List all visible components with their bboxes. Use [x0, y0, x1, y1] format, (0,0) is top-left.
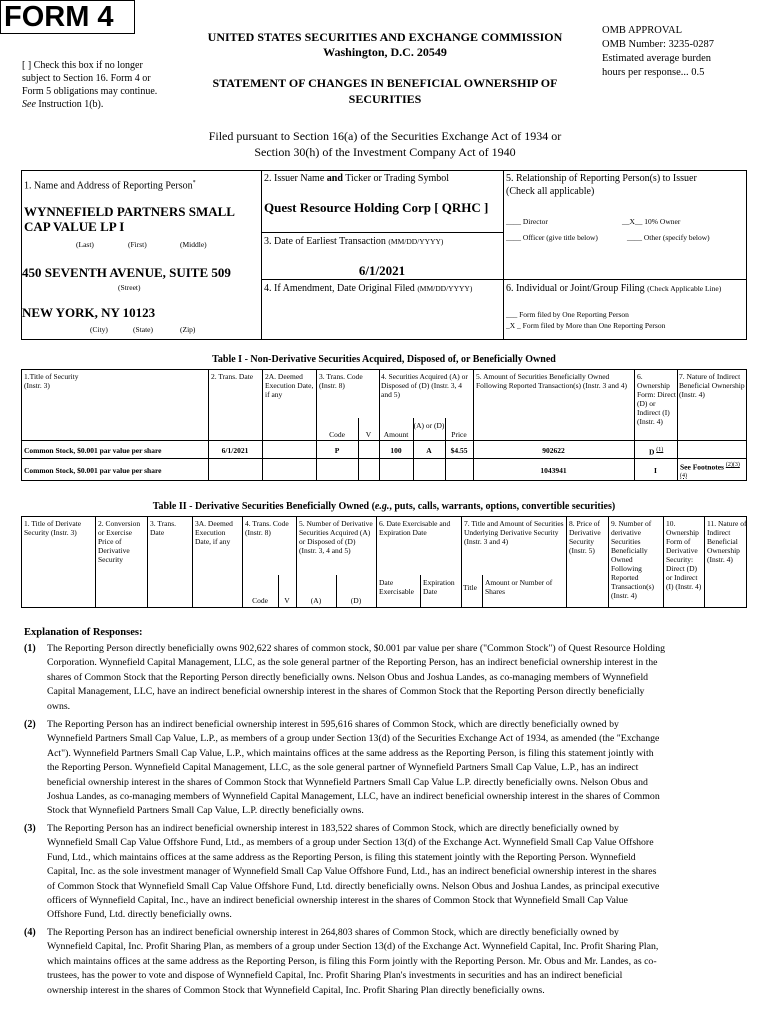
t2-h3a: 3A. Deemed Execution Date, if any [195, 519, 233, 546]
footnote-line: shares of Common Stock that the Reporting Person directly beneficially owns. Nelson Obus and Joshua Landes, as co-managing members of Wynnefield [47, 671, 649, 683]
agency-name: UNITED STATES SECURITIES AND EXCHANGE COMMISSION [207, 30, 563, 44]
box6-label-text: 6. Individual or Joint/Group Filing [506, 283, 645, 294]
box5-label-2: (Check all applicable) [506, 186, 595, 197]
t1-row2-owned: 1043941 [540, 466, 567, 475]
box2-label-and: and [326, 173, 343, 184]
issuer-name: Quest Resource Holding Corp [ QRHC ] [264, 200, 489, 215]
box4-label [264, 283, 472, 295]
agency-city: Washington, D.C. 20549 [323, 45, 447, 59]
footnote-number: (1) [24, 643, 36, 654]
street-address: 450 SEVENTH AVENUE, SUITE 509 [22, 265, 231, 280]
footnote-line: beneficial ownership interest in the shares of Common Stock that Wynnefield Partners Small Cap Value L.P. directly beneficially owns. Nelson Obus and [47, 776, 648, 788]
t2-h11: 11. Nature of Indirect Beneficial Ownership (Instr. 4) [707, 519, 747, 564]
omb-approval [602, 24, 767, 80]
box2-label-a: 2. Issuer Name [264, 173, 327, 184]
table2-title-b: , puts, calls, warrants, options, convertible securities) [389, 501, 616, 512]
relationship-director: ____ Director [506, 217, 548, 226]
footnote-line: Corporation. Wynnefield Capital Management, LLC, as the sole general partner of the Reporting Person, has an indirect beneficial ownership interest in the [47, 657, 658, 669]
checkbox-notice-see: See [22, 99, 36, 110]
t2-expiration-date: Expiration Date [423, 578, 455, 596]
label-middle: (Middle) [180, 240, 207, 249]
box6-label [506, 283, 721, 295]
footnote-line: of Common Stock that Wynnefield Small Cap Value Offshore Fund, Ltd. directly beneficially owns. Nelson Obus and Joshua Landes, as principal executive [47, 880, 660, 892]
t1-h3: 3. Trans. Code (Instr. 8) [319, 372, 363, 390]
relationship-other: ____ Other (specify below) [627, 233, 710, 242]
t1-row1-form-note[interactable]: (1) [656, 447, 664, 453]
omb-line-2: OMB Number: 3235-0287 [602, 39, 714, 50]
footnote-line: Stock that Wynnefield Partners Small Cap Value, L.P. directly beneficially owns. [47, 805, 364, 817]
t2-h3: 3. Trans. Date [150, 519, 177, 537]
t1-row1-owned: 902622 [542, 446, 565, 455]
footnote-line: The Reporting Person has an indirect beneficial ownership interest in 264,803 shares of Common Stock, which are directly beneficially owned by [47, 927, 619, 938]
footnote-line: the Reporting Person. Wynnefield Capital Management, LLC, as the sole general partner of Wynnefield Partners Small Cap Value, L.P., has an indirect [47, 762, 639, 774]
t1-row1-code: P [334, 446, 340, 455]
t2-d: (D) [350, 596, 362, 605]
t2-h10: 10. Ownership Form of Derivative Security: Direct (D) or Indirect (I) (Instr. 4) [666, 519, 702, 591]
t1-row1-price: $4.55 [450, 446, 468, 455]
relationship-ten-percent-owner: __X__ 10% Owner [622, 217, 681, 226]
checkbox-notice-tail: Instruction 1(b). [38, 99, 104, 110]
t2-h2: 2. Conversion or Exercise Price of Derivative Security [98, 519, 141, 564]
t1-aord: (A) or (D) [413, 421, 445, 430]
label-last: (Last) [76, 240, 94, 249]
t1-h7: 7. Nature of Indirect Beneficial Ownership (Instr. 4) [679, 372, 745, 399]
t1-code: Code [329, 430, 345, 439]
t2-amount-shares: Amount or Number of Shares [485, 578, 553, 596]
footnote-line: Wynnefield Capital, Inc. Profit Sharing Plan, as members of a group under Section 13(d) of the Exchange Act. Wynnefield Capital, Inc. Profit Sharing Plan, [47, 941, 659, 953]
label-state: (State) [133, 325, 153, 334]
t1-row2-title: Common Stock, $0.001 par value per share [24, 466, 162, 475]
omb-line-1: OMB APPROVAL [602, 25, 683, 36]
box2-label [264, 173, 449, 185]
t1-row1-date: 6/1/2021 [221, 446, 249, 455]
footnote-line: Fund, Ltd., which maintains offices at the same address as the Reporting Person, is filing this statement jointly with the Reporting Person. Wynnefield [47, 851, 636, 863]
footnote-line: owns. [47, 700, 71, 712]
t2-h1: 1. Title of Derivate Security (Instr. 3) [24, 519, 82, 537]
omb-line-3: Estimated average burden [602, 53, 712, 64]
t2-title: Title [463, 583, 477, 592]
form-title: FORM 4 [0, 0, 135, 34]
filing-one-person: ___ Form filed by One Reporting Person [506, 310, 629, 319]
table2-title [21, 501, 747, 513]
earliest-transaction-date: 6/1/2021 [358, 263, 406, 278]
box3-label-text: 3. Date of Earliest Transaction [264, 236, 386, 247]
t2-a: (A) [310, 596, 322, 605]
footnote-line: Offshore Fund, Ltd. directly beneficially owns. [47, 909, 232, 921]
t1-row2-nature-note[interactable]: (2)(3)(4) [680, 462, 740, 479]
table2-title-eg: e.g. [374, 501, 390, 512]
t1-h1-instr: (Instr. 3) [24, 381, 50, 390]
label-zip: (Zip) [180, 325, 196, 334]
checkbox-notice-text: [ ] Check this box if no longer subject to Section 16. Form 4 or Form 5 obligations may continue. [22, 60, 158, 97]
footnote-line: Wynnefield Small Cap Value Offshore Fund, Ltd., as members of a group under Section 13(d) of the Exchange Act. Wynnefield Small Cap Value Offshore [47, 837, 654, 849]
label-street: (Street) [118, 283, 141, 292]
t2-h7: 7. Title and Amount of Securities Underlying Derivative Security (Instr. 3 and 4) [464, 519, 564, 546]
table2-title-a: Table II - Derivative Securities Beneficially Owned ( [152, 501, 375, 512]
t1-row1-form [649, 446, 663, 457]
box4-label-text: 4. If Amendment, Date Original Filed [264, 283, 415, 294]
t1-row1-amount: 100 [390, 446, 402, 455]
label-city: (City) [90, 325, 108, 334]
filed-pursuant-2: Section 30(h) of the Investment Company Act of 1940 [254, 145, 516, 159]
relationship-officer: ____ Officer (give title below) [506, 233, 598, 242]
explanation-heading: Explanation of Responses: [24, 627, 143, 638]
box6-label-small: (Check Applicable Line) [647, 284, 722, 293]
footnote-line: Act"). Wynnefield Partners Small Cap Value, L.P., which maintains offices at the same address as the Reporting Person, is filing this statement jointly with [47, 747, 654, 759]
box2-label-b: Ticker or Trading Symbol [342, 173, 450, 184]
t2-date-exercisable: Date Exercisable [379, 578, 414, 596]
box1-star: * [192, 180, 196, 186]
t2-v: V [284, 596, 290, 605]
t2-h6: 6. Date Exercisable and Expiration Date [379, 519, 451, 537]
footnote-line: The Reporting Person has an indirect beneficial ownership interest in 183,522 shares of Common Stock, which are directly beneficially owned by [47, 823, 619, 834]
t2-h4: 4. Trans. Code (Instr. 8) [245, 519, 289, 537]
t2-code: Code [252, 596, 268, 605]
statement-title-2: SECURITIES [348, 92, 422, 106]
footnote-line: ownership interest in the shares of Common Stock that Wynnefield Capital, Inc. Profit Sharing Plan directly beneficially owns. [47, 984, 545, 996]
t1-h4: 4. Securities Acquired (A) or Disposed of (D) (Instr. 3, 4 and 5) [381, 372, 468, 399]
t1-price: Price [451, 430, 467, 439]
t1-h2: 2. Trans. Date [211, 372, 254, 381]
footnote-line: Wynnefield Partners Small Cap Value, L.P., as members of a group under Section 13(d) of the Securities Exchange Act of 1934, as amended (the "Exchange [47, 733, 660, 745]
t1-h1 [24, 372, 79, 390]
footnote-line: trustees, has the power to vote and dispose of Wynnefield Capital, Inc. Profit Sharing Plan's investments in securities and has an indirect beneficial [47, 970, 623, 982]
t1-h6: 6. Ownership Form: Direct (D) or Indirect (I) (Instr. 4) [637, 372, 676, 426]
t2-h8: 8. Price of Derivative Security (Instr. 5) [569, 519, 601, 555]
t1-row1-aord: A [426, 446, 432, 455]
footnote-line: Joshua Landes, as co-managing members of Wynnefield Capital Management, LLC, have an indirect beneficial ownership interest in the shares of Common [47, 791, 660, 802]
box3-label [264, 236, 443, 248]
reporting-person-name-1: WYNNEFIELD PARTNERS SMALL [24, 204, 235, 219]
reporting-person-name-2: CAP VALUE LP I [24, 219, 125, 234]
statement-title-1: STATEMENT OF CHANGES IN BENEFICIAL OWNERSHIP OF [212, 76, 558, 90]
t1-row2-nature [680, 461, 746, 482]
table1-title: Table I - Non-Derivative Securities Acquired, Disposed of, or Beneficially Owned [212, 354, 556, 365]
label-first: (First) [128, 240, 147, 249]
filing-more-persons: _X _ Form filed by More than One Reporting Person [506, 321, 666, 330]
box4-label-small: (MM/DD/YYYY) [417, 284, 473, 293]
checkbox-notice [22, 59, 172, 111]
t1-amount: Amount [383, 430, 409, 439]
t1-h1-text: 1.Title of Security [24, 372, 79, 381]
footnote-number: (4) [24, 927, 36, 938]
t1-v: V [365, 430, 372, 439]
footnote-line: The Reporting Person directly beneficially owns 902,622 shares of common stock, $0.001 par value per share ("Common Stock") of Quest Resource Holding [47, 643, 665, 654]
filed-pursuant-1: Filed pursuant to Section 16(a) of the Securities Exchange Act of 1934 or [208, 129, 562, 143]
t1-h5: 5. Amount of Securities Beneficially Owned Following Reported Transaction(s) (Instr. 3 and 4) [476, 372, 628, 390]
box1-label-text: 1. Name and Address of Reporting Person [24, 180, 193, 192]
box1-label [24, 178, 196, 191]
t1-row1-form-value: D [649, 447, 655, 457]
omb-line-4: hours per response... 0.5 [602, 67, 705, 78]
t1-row2-form: I [654, 466, 657, 475]
t1-row1-title: Common Stock, $0.001 par value per share [24, 446, 162, 455]
t1-h2a: 2A. Deemed Execution Date, if any [265, 372, 314, 399]
t2-h9: 9. Number of derivative Securities Beneficially Owned Following Reported Transaction(s) (Instr. 4) [611, 519, 655, 600]
t2-h5: 5. Number of Derivative Securities Acquired (A) or Disposed of (D) (Instr. 3, 4 and 5) [299, 519, 373, 555]
footnote-line: The Reporting Person has an indirect beneficial ownership interest in 595,616 shares of Common Stock, which are directly beneficially owned by [47, 719, 619, 730]
box5-label-1: 5. Relationship of Reporting Person(s) to Issuer [506, 173, 697, 184]
footnote-line: Capital, Inc. as the sole investment manager of Wynnefield Small Cap Value Offshore Fund, Ltd., has an indirect beneficial ownership interest in the shares [47, 866, 657, 878]
t1-row2-nature-text: See Footnotes [680, 462, 724, 472]
footnote-number: (3) [24, 823, 36, 834]
footnote-line: Capital Management, LLC, have an indirect beneficial ownership interest in the shares of Common Stock that the Reporting Person directly beneficially [47, 686, 645, 698]
footnote-line: which maintains offices at the same address as the Reporting Person, is filing this Form jointly with the Reporting Person. Mr. Obus and Mr. Landes, as co- [47, 955, 657, 967]
footnote-line: officers of Wynnefield Capital, Inc., have an indirect beneficial ownership interest in the shares of Common Stock that Wynnefield Small Cap Value [47, 895, 628, 906]
footnote-number: (2) [24, 719, 36, 730]
city-state-zip: NEW YORK, NY 10123 [22, 305, 156, 320]
box3-label-small: (MM/DD/YYYY) [388, 237, 444, 246]
